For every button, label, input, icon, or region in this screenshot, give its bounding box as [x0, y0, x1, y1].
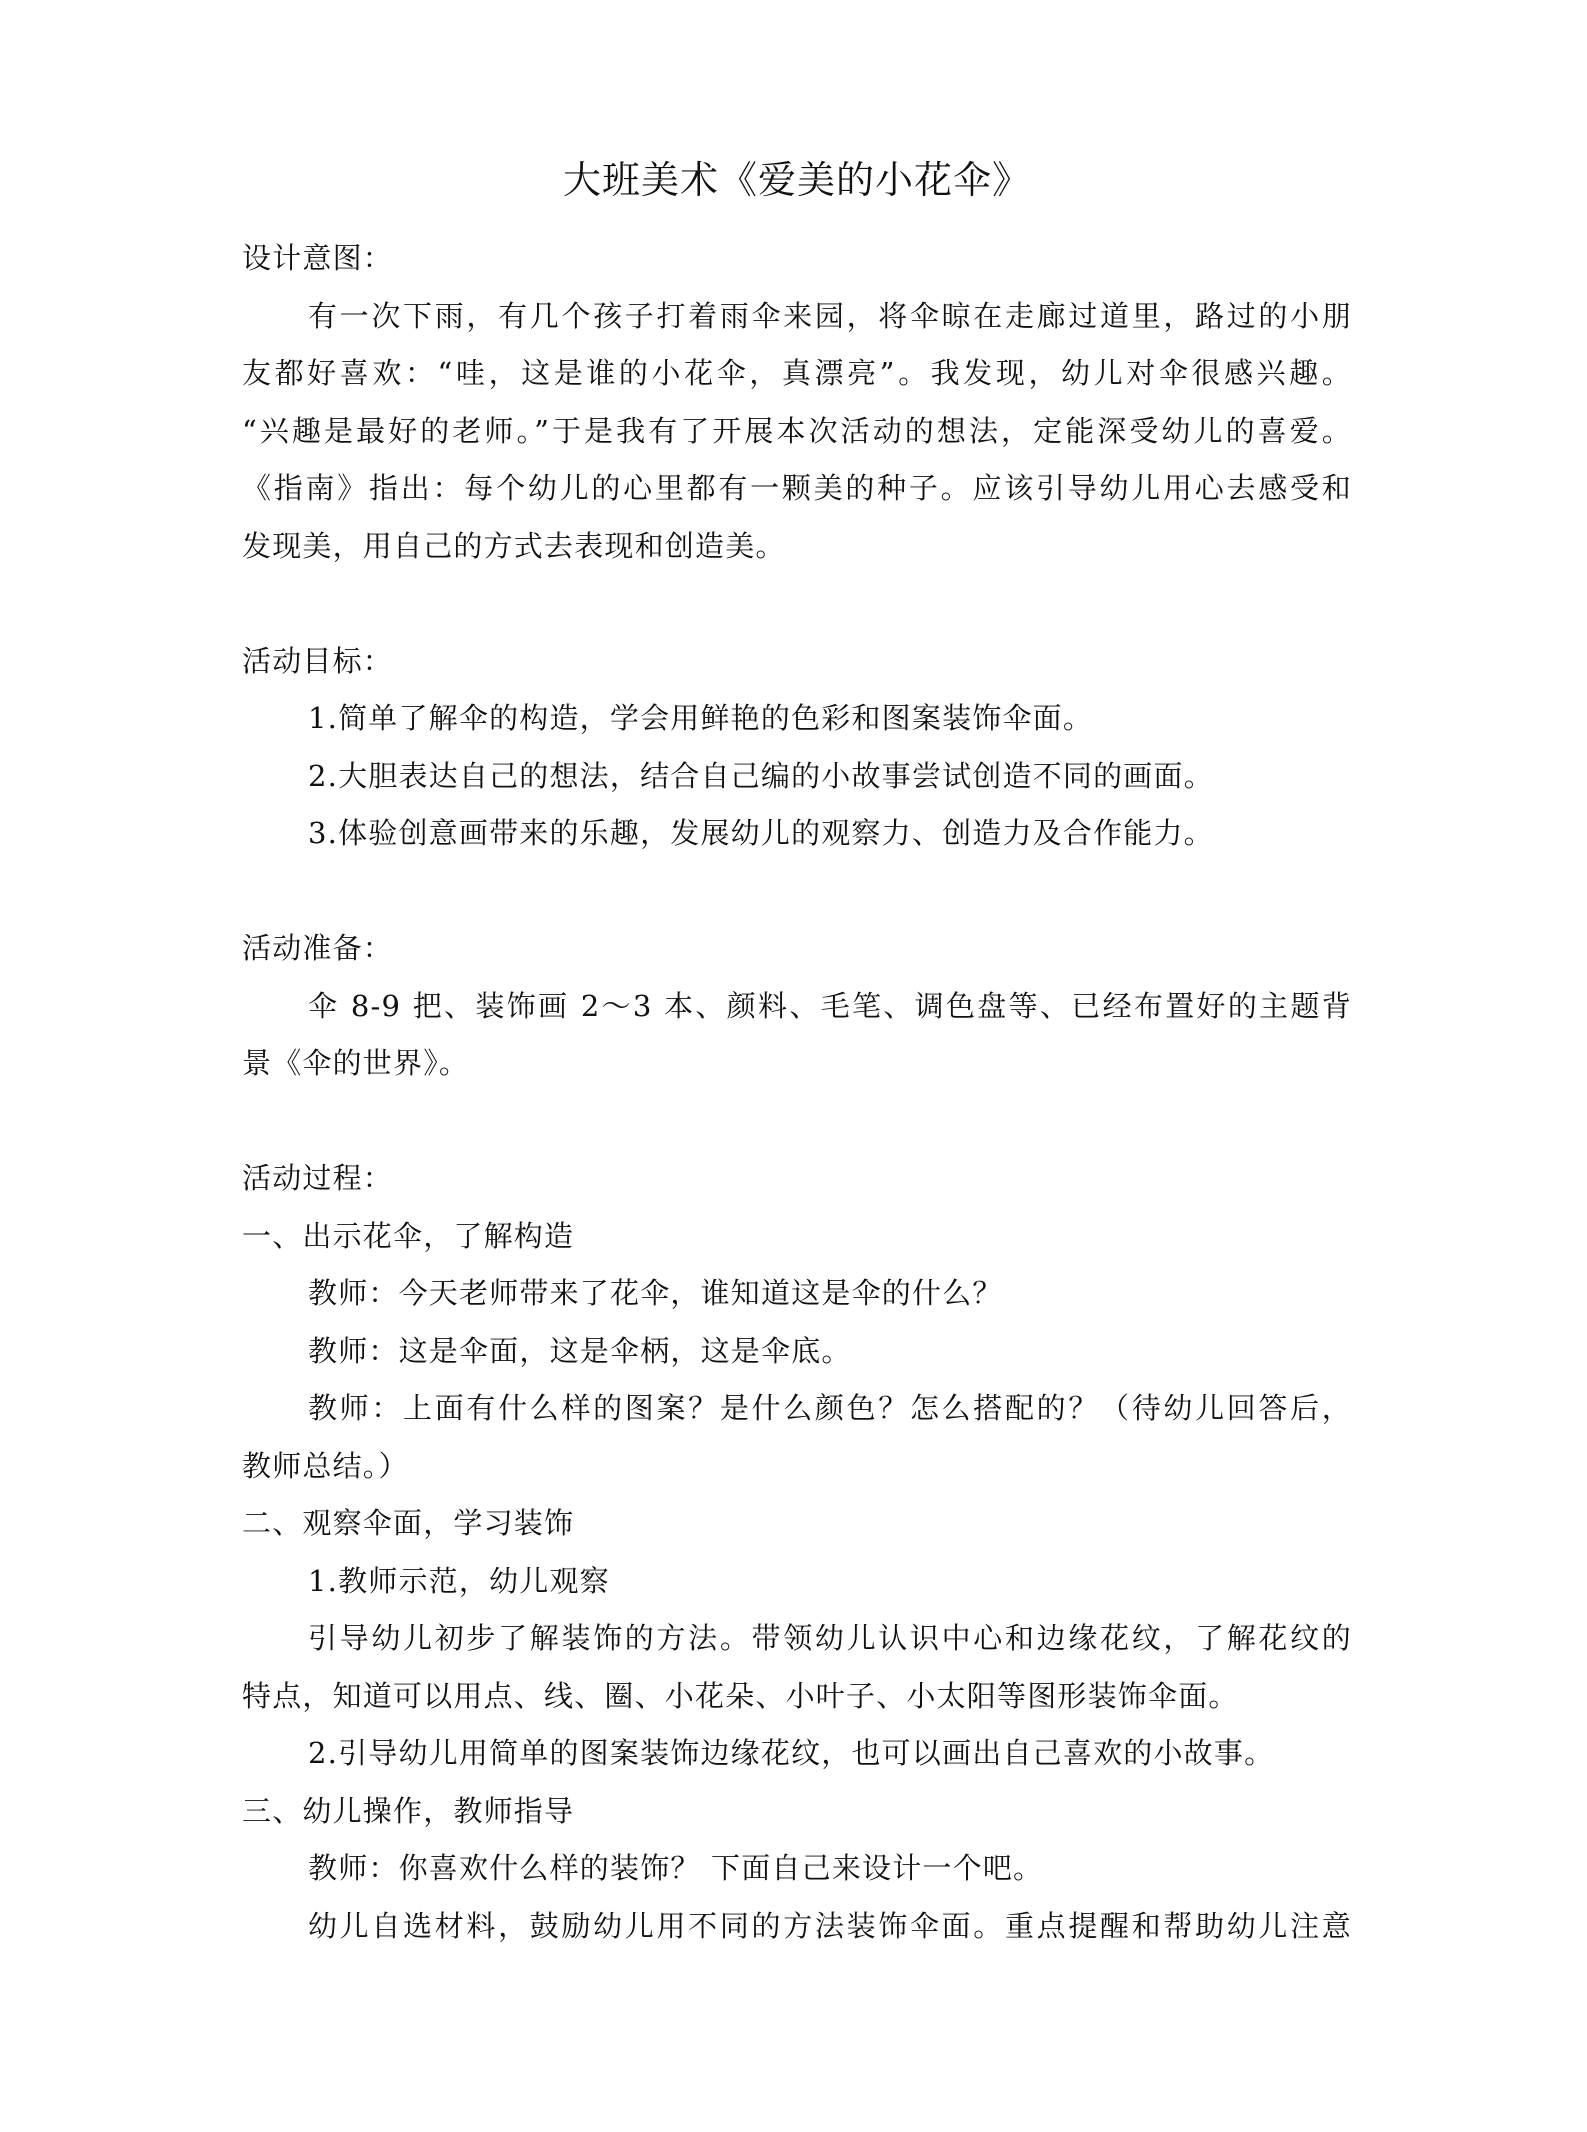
step-title: 二、观察伞面，学习装饰 [242, 1506, 575, 1540]
step-title: 一、出示花伞，了解构造 [242, 1218, 575, 1253]
step-line: 幼儿自选材料，鼓励幼儿用不同的方法装饰伞面。重点提醒和帮助幼儿注意 [308, 1908, 1352, 1943]
substep-title: 1.教师示范，幼儿观察 [308, 1563, 610, 1598]
design-intent-line: 有一次下雨，有几个孩子打着雨伞来园，将伞晾在走廊过道里，路过的小朋 [308, 298, 1352, 333]
step-line: 教师：上面有什么样的图案？是什么颜色？怎么搭配的？（待幼儿回答后， [308, 1391, 1352, 1425]
spacer [242, 863, 1352, 921]
step-line: 教师：这是伞面，这是伞柄，这是伞底。 [308, 1333, 852, 1368]
preparation-section [242, 920, 1352, 1093]
document-page [242, 150, 1352, 1955]
design-intent-line: 发现美，用自己的方式去表现和创造美。 [242, 528, 786, 563]
goal-item: 3.体验创意画带来的乐趣，发展幼儿的观察力、创造力及合作能力。 [308, 816, 1214, 850]
step-title: 三、幼儿操作，教师指导 [242, 1793, 575, 1828]
spacer [242, 575, 1352, 633]
design-intent-line: 《指南》指出：每个幼儿的心里都有一颗美的种子。应该引导幼儿用心去感受和 [242, 471, 1352, 505]
preparation-line: 伞 8-9 把、装饰画 2～3 本、颜料、毛笔、调色盘等、已经布置好的主题背 [308, 988, 1352, 1023]
step-line: 引导幼儿初步了解装饰的方法。带领幼儿认识中心和边缘花纹，了解花纹的 [308, 1621, 1352, 1655]
step-line: 教师：你喜欢什么样的装饰？ 下面自己来设计一个吧。 [308, 1851, 1044, 1885]
substep-title: 2.引导幼儿用简单的图案装饰边缘花纹，也可以画出自己喜欢的小故事。 [308, 1736, 1275, 1770]
design-intent-section [242, 230, 1352, 575]
design-intent-line: 友都好喜欢：“哇，这是谁的小花伞，真漂亮”。我发现，幼儿对伞很感兴趣。 [242, 356, 1352, 390]
preparation-line: 景《伞的世界》。 [242, 1046, 470, 1080]
goals-section [242, 633, 1352, 863]
design-intent-line: “兴趣是最好的老师。”于是我有了开展本次活动的想法，定能深受幼儿的喜爱。 [242, 413, 1352, 448]
section-heading-preparation: 活动准备： [242, 931, 394, 965]
section-heading-process: 活动过程： [242, 1161, 394, 1195]
goal-item: 1.简单了解伞的构造，学会用鲜艳的色彩和图案装饰伞面。 [308, 701, 1094, 735]
goal-item: 2.大胆表达自己的想法，结合自己编的小故事尝试创造不同的画面。 [308, 758, 1214, 793]
step-line: 教师：今天老师带来了花伞，谁知道这是伞的什么？ [308, 1276, 1003, 1310]
spacer [242, 1093, 1352, 1151]
section-heading-goals: 活动目标： [242, 643, 394, 678]
process-section [242, 1150, 1352, 1955]
section-heading-design-intent: 设计意图： [242, 241, 394, 275]
step-line: 特点，知道可以用点、线、圈、小花朵、小叶子、小太阳等图形装饰伞面。 [242, 1678, 1239, 1713]
document-title: 大班美术《爱美的小花伞》 [562, 158, 1031, 202]
step-line: 教师总结。） [242, 1448, 409, 1483]
